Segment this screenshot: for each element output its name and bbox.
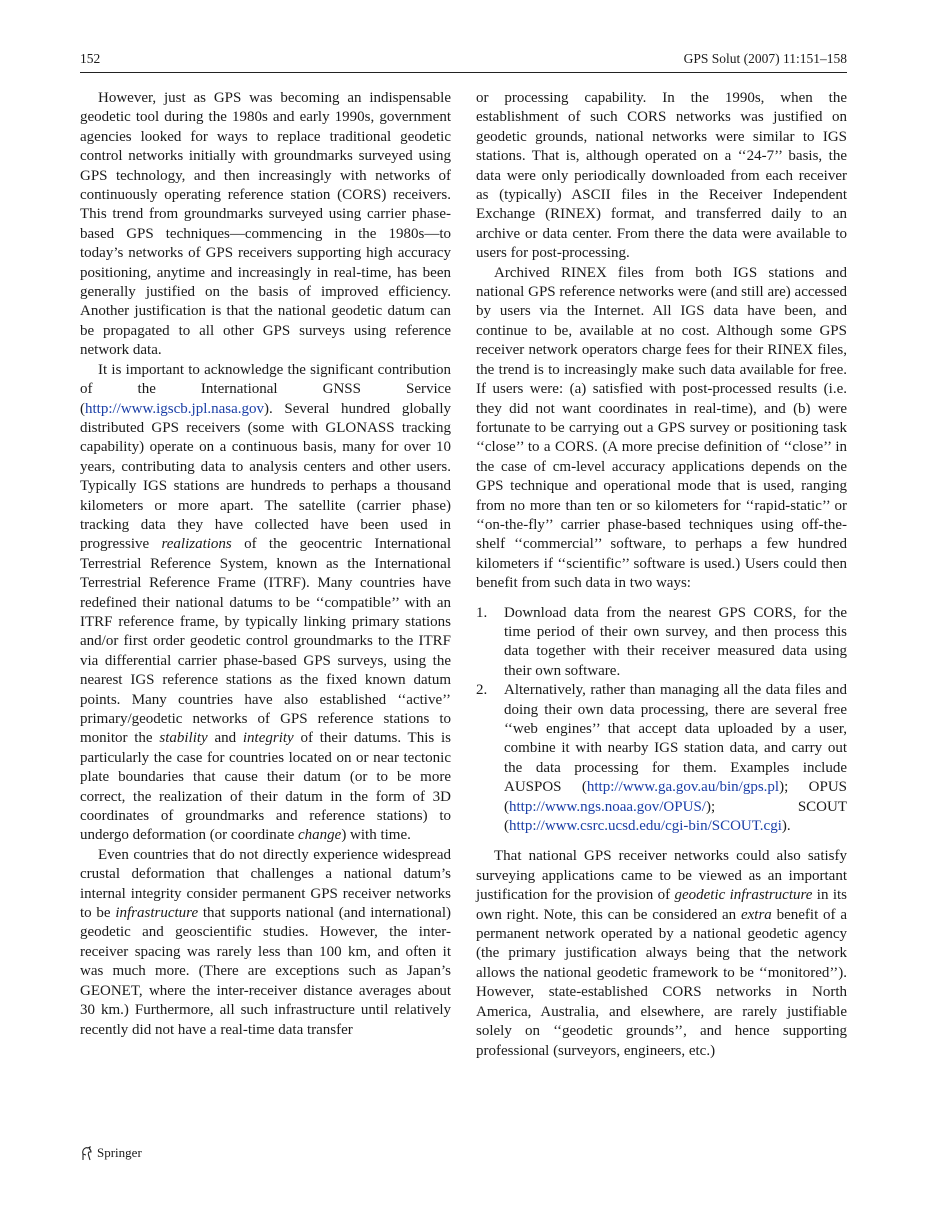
numbered-list — [476, 604, 847, 837]
igs-link[interactable]: http://www.igscb.jpl.nasa.gov — [85, 400, 265, 417]
auspos-link[interactable]: http://www.ga.gov.au/bin/gps.pl — [586, 779, 780, 796]
paragraph: Even countries that do not directly experience widespread crustal deformation that challenges a national datum’s internal integrity consider permanent GPS receiver networks to be infrastructure that supports national (and international) geodetic and geoscientific studies. However, the inter-receiver spacing was rarely less than 100 km, and often it was much more. (There are exceptions such as Japan’s GEONET, where the inter-receiver distance averages about 30 km.) Furthermore, all such infrastructure until relatively recently did not have a real-time data transfer — [80, 846, 451, 1038]
paragraph: It is important to acknowledge the significant contribution of the International GNSS Service (http://www.igscb.jpl.nasa.gov). Several hundred globally distributed GPS receivers (some with GLONASS tracking capability) operate on a continuous basis, many for over 10 years, contributing data to analysis centers and other users. Typically IGS stations are hundreds to perhaps a thousand kilometers or more apart. The satellite (carrier phase) tracking data they have collected have been used in progressive realizations of the geocentric International Terrestrial Reference System, known as the International Terrestrial Reference Frame (ITRF). Many countries have redefined their national datums to be ‘‘compatible’’ with an ITRF reference frame, by typically linking primary stations and/or first order geodetic control groundmarks to the ITRF via differential carrier phase-based GPS surveys, using the nearest IGS reference stations as the fixed known datum points. Many countries have also established ‘‘active’’ primary/geodetic networks of GPS reference stations to monitor the stability and integrity of their datums. This is particularly the case for countries located on or near tectonic plate boundaries that cause their datum (or to be more correct, the realization of their datum in the form of 3D coordinates of groundmarks and reference stations) to undergo deformation (or coordinate change) with time. — [80, 361, 451, 844]
page-number: 152 — [80, 51, 101, 66]
running-header — [80, 48, 847, 73]
paragraph: That national GPS receiver networks could also satisfy surveying applications came to be viewed as an important justification for the provision of geodetic infrastructure in its own right. Note, this can be considered an extra benefit of a permanent network operated by a national geodetic agency (the primary justification always being that the network allows the national geodetic framework to be ‘‘monitored’’). However, state-established CORS networks in North America, Australia, and elsewhere, are rarely justifiable solely on ‘‘geodetic grounds’’, and hence supporting professional (surveyors, engineers, etc.) — [476, 848, 847, 1059]
publisher-name: Springer — [97, 1145, 142, 1160]
list-number: 2. — [476, 682, 488, 699]
paragraph: However, just as GPS was becoming an indispensable geodetic tool during the 1980s and early 1990s, government agencies looked for ways to replace traditional geodetic control networks initially with groundmarks surveyed using GPS technology, and then increasingly with networks of continuously operating reference station (CORS) receivers. This trend from groundmarks surveyed using carrier phase-based GPS techniques—commencing in the 1980s—to today’s networks of GPS receivers supporting high accuracy positioning, anytime and increasingly in real-time, has been generally justified on the basis of improved efficiency. Another justification is that the national geodetic datum can be propagated to all other GPS surveys using reference network data. — [80, 90, 451, 359]
journal-citation: GPS Solut (2007) 11:151–158 — [683, 51, 847, 66]
right-column — [476, 89, 847, 1061]
springer-horse-icon — [80, 1146, 93, 1161]
list-item: 2. Alternatively, rather than managing all the data files and doing their own data processing, there are several free ‘‘web engines’’ that accept data uploaded by a user, combine it with nearby IGS station data, and carry out the data processing for them. Examples include AUSPOS (http://www.ga.gov.au/bin/gps.pl); OPUS (http://www.ngs.noaa.gov/OPUS/); SCOUT (http://www.csrc.ucsd.edu/cgi-bin/SCOUT.cgi). — [476, 682, 847, 835]
publisher-footer — [80, 1145, 142, 1161]
scout-link[interactable]: http://www.csrc.ucsd.edu/cgi-bin/SCOUT.cgi — [509, 818, 782, 835]
paragraph: or processing capability. In the 1990s, when the establishment of such CORS networks was justified on geodetic grounds, national networks were similar to IGS stations. That is, although operated on a ‘‘24-7’’ basis, the data were only periodically downloaded from each receiver as (typically) ASCII files in the Receiver Independent Exchange (RINEX) format, and transferred daily to an archive or data center. From there the data were available to users for post-processing. — [476, 90, 847, 262]
list-item: 1. Download data from the nearest GPS CORS, for the time period of their own survey, and then process this data together with their receiver measured data using their own software. — [476, 604, 847, 679]
paragraph: Archived RINEX files from both IGS stations and national GPS reference networks were (and still are) accessed by users via the Internet. All IGS data have been, and continue to be, available at no cost. Although some GPS receiver network operators charge fees for their RINEX files, the trend is to increasingly make such data available for free. If users were: (a) satisfied with post-processed results (i.e. they did not want coordinates in real-time), and (b) were fortunate to be carrying out a GPS survey or positioning task ‘‘close’’ to a CORS. (A more precise definition of ‘‘close’’ in the case of cm-level accuracy applications depends on the GPS technique and operational mode that is used, ranging from no more than ten or so kilometers for ‘‘rapid-static’’ or ‘‘on-the-fly’’ carrier phase-based techniques using off-the-shelf ‘‘commercial’’ software, to perhaps a few hundred kilometers if ‘‘scientific’’ software is used.) Users could then benefit from such data in two ways: — [476, 264, 847, 592]
opus-link[interactable]: http://www.ngs.noaa.gov/OPUS/ — [509, 798, 706, 815]
left-column — [80, 89, 451, 1040]
list-number: 1. — [476, 604, 488, 621]
